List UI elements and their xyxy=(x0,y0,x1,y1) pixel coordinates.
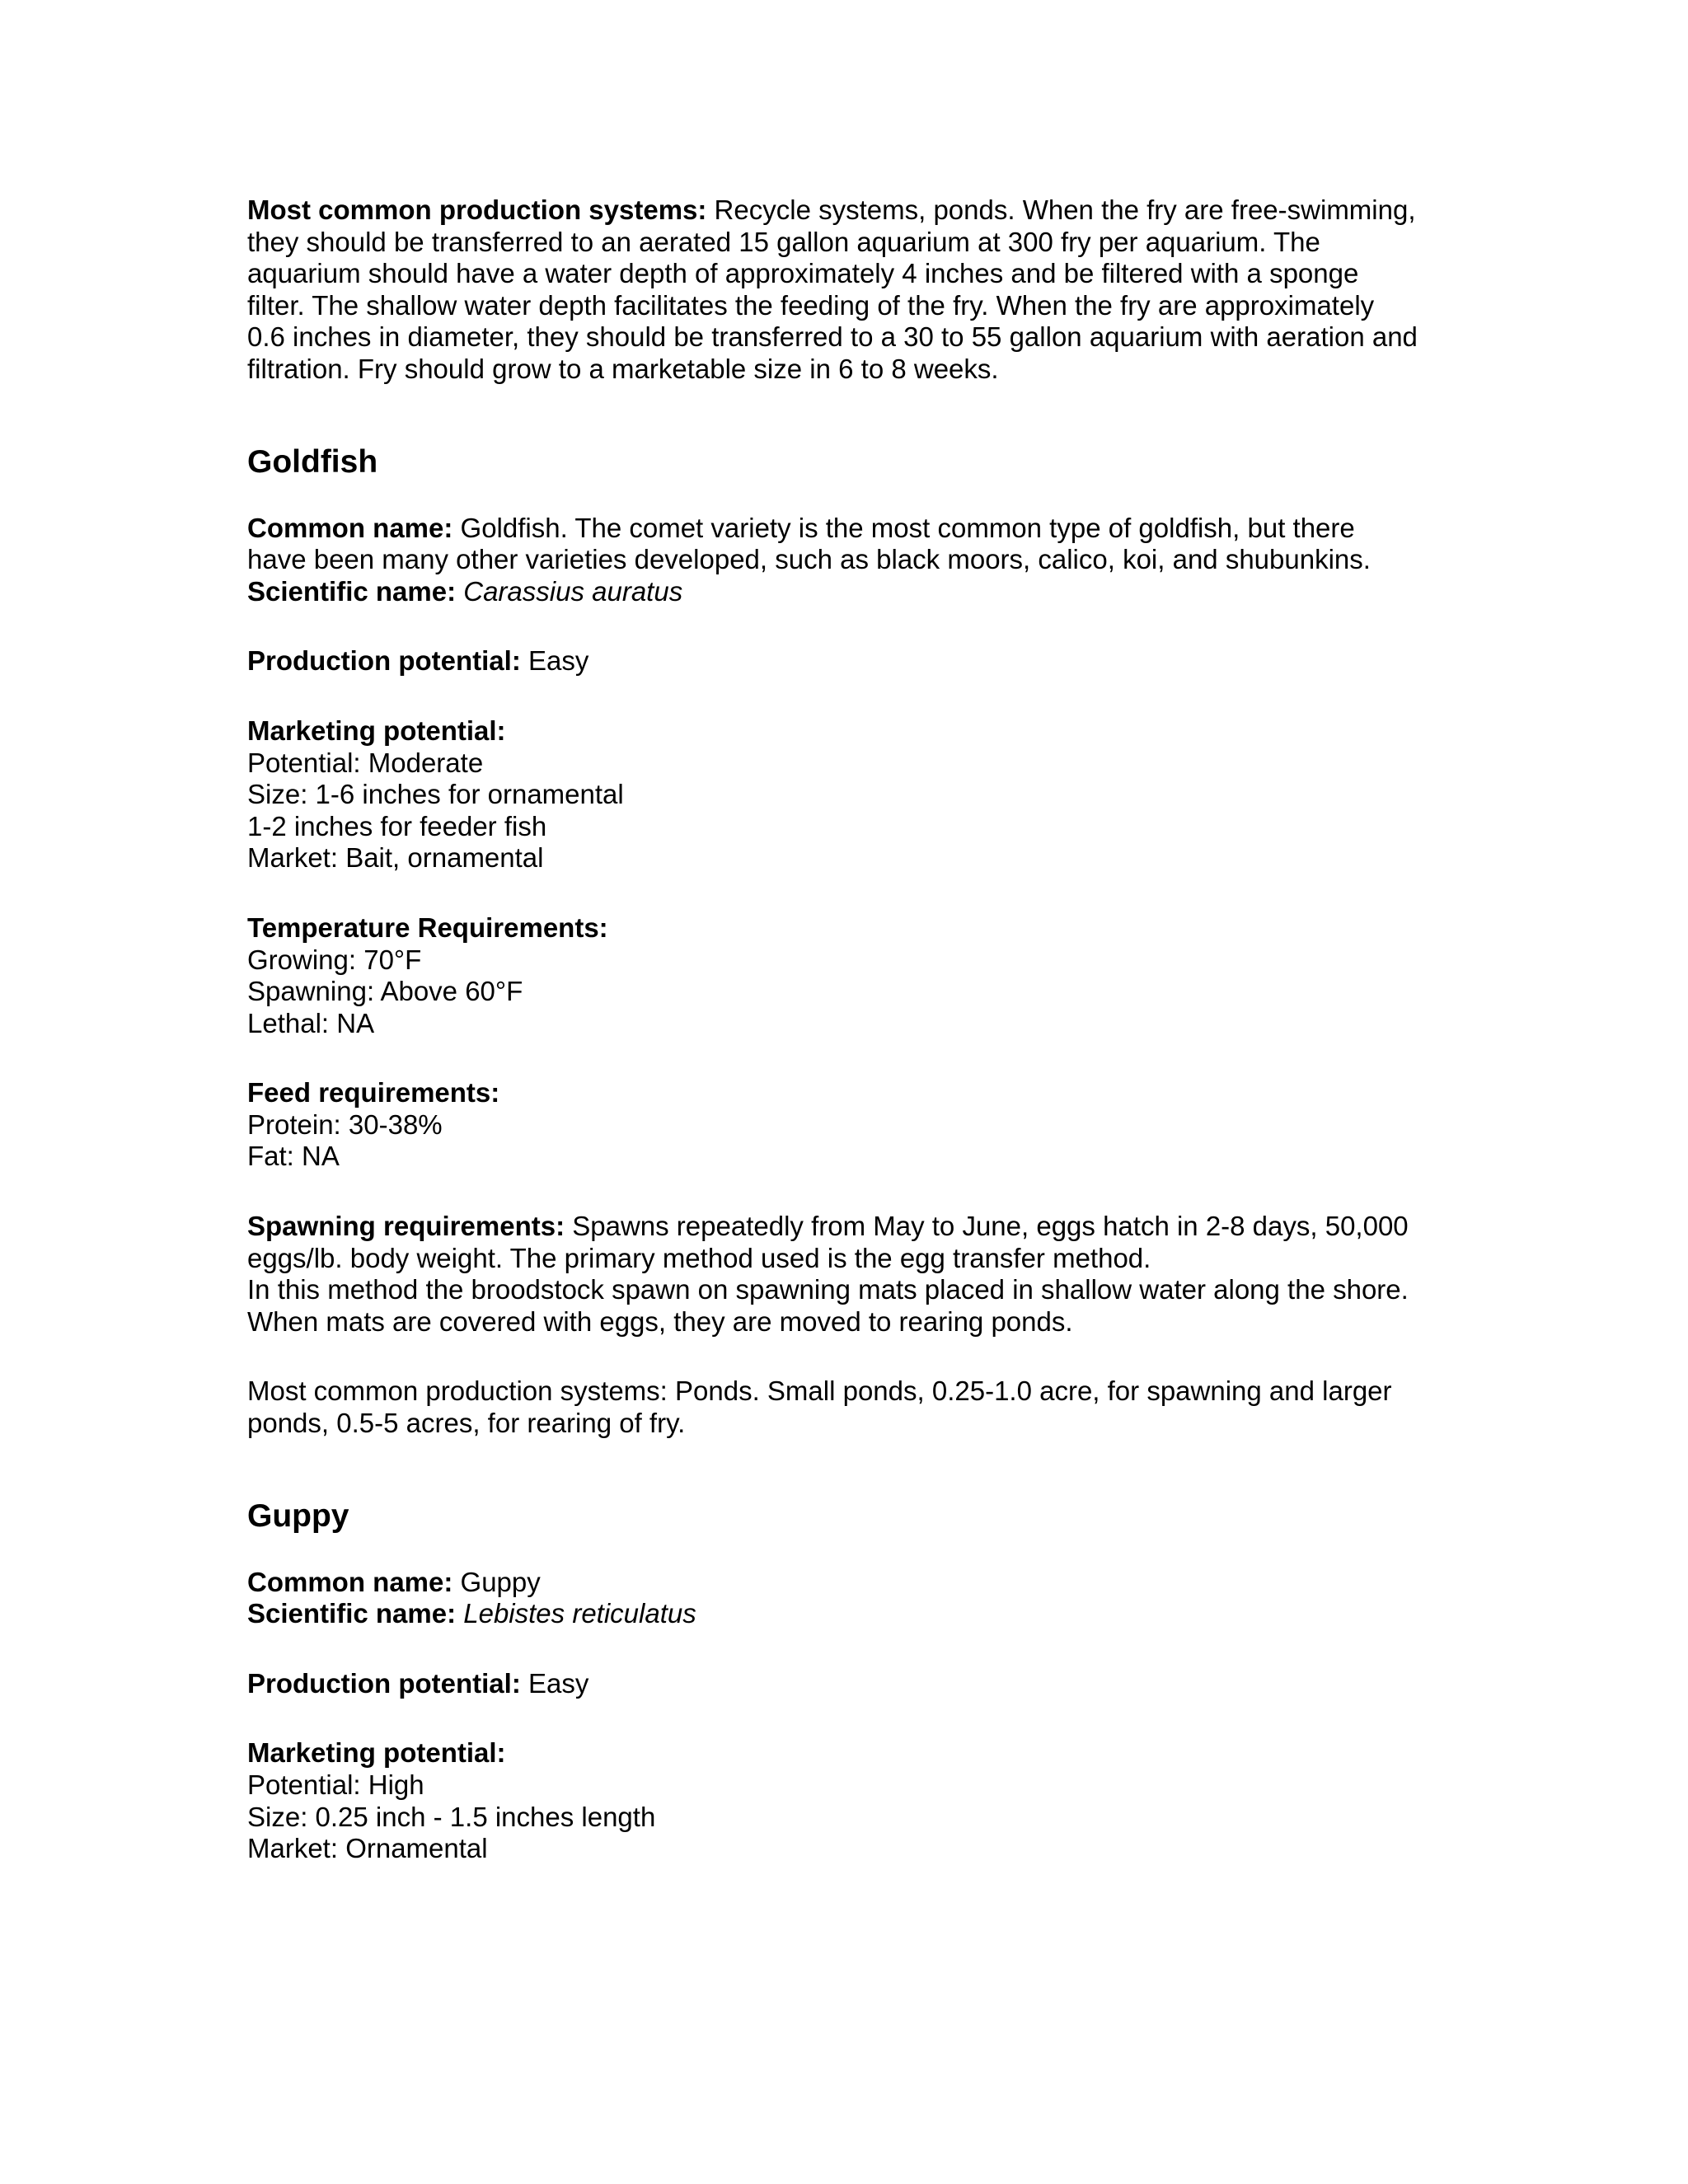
guppy-names xyxy=(247,1567,1442,1630)
goldfish-production-systems xyxy=(247,1376,1442,1439)
production-systems-text-line: Recycle systems, ponds. When the fry are free-swimming, xyxy=(706,194,1416,225)
marketing-line: 1-2 inches for feeder fish xyxy=(247,810,547,841)
goldfish-temperature xyxy=(247,912,1442,1039)
marketing-line: Potential: High xyxy=(247,1769,424,1800)
production-systems-text-line: 0.6 inches in diameter, they should be transferred to a 30 to 55 gallon aquarium with aeration and xyxy=(247,321,1418,353)
production-systems-text-line: aquarium should have a water depth of approximately 4 inches and be filtered with a sponge xyxy=(247,258,1359,289)
common-name-label: Common name: xyxy=(247,512,453,543)
feed-label: Feed requirements: xyxy=(247,1077,500,1108)
intro-production-systems xyxy=(247,194,1442,386)
guppy-section xyxy=(247,1497,1442,1865)
marketing-line: Size: 1-6 inches for ornamental xyxy=(247,779,624,810)
guppy-marketing xyxy=(247,1737,1442,1864)
marketing-line: Potential: Moderate xyxy=(247,747,484,778)
spawning-line: When mats are covered with eggs, they are moved to rearing ponds. xyxy=(247,1305,1073,1337)
marketing-label: Marketing potential: xyxy=(247,715,506,746)
section-heading-goldfish: Goldfish xyxy=(247,443,378,480)
feed-line: Protein: 30-38% xyxy=(247,1108,443,1140)
common-name-value: Guppy xyxy=(452,1566,541,1597)
production-potential-value: Easy xyxy=(520,645,589,677)
guppy-production-potential xyxy=(247,1668,1442,1700)
production-systems-text-line: filtration. Fry should grow to a marketable size in 6 to 8 weeks. xyxy=(247,353,999,384)
goldfish-production-potential xyxy=(247,645,1442,677)
common-name-text: have been many other varieties developed, such as black moors, calico, koi, and shubunkins. xyxy=(247,544,1371,575)
spawning-label: Spawning requirements: xyxy=(247,1211,565,1242)
production-systems-text-line: filter. The shallow water depth facilitates the feeding of the fry. When the fry are approximately xyxy=(247,289,1375,321)
marketing-line: Market: Ornamental xyxy=(247,1833,488,1864)
production-systems-label: Most common production systems: xyxy=(247,194,707,225)
marketing-line: Market: Bait, ornamental xyxy=(247,842,544,874)
production-systems-text-line: they should be transferred to an aerated 15 gallon aquarium at 300 fry per aquarium. The xyxy=(247,226,1320,257)
spawning-line: eggs/lb. body weight. The primary method used is the egg transfer method. xyxy=(247,1242,1151,1273)
marketing-line: Size: 0.25 inch - 1.5 inches length xyxy=(247,1801,656,1832)
spawning-line: In this method the broodstock spawn on spawning mats placed in shallow water along the shore. xyxy=(247,1274,1409,1305)
spawning-line: Spawns repeatedly from May to June, eggs hatch in 2-8 days, 50,000 xyxy=(565,1211,1409,1242)
section-heading-guppy: Guppy xyxy=(247,1497,349,1534)
temperature-line: Lethal: NA xyxy=(247,1007,375,1038)
goldfish-names xyxy=(247,513,1442,608)
scientific-name-label: Scientific name: xyxy=(247,575,457,607)
goldfish-section xyxy=(247,443,1442,1440)
marketing-label: Marketing potential: xyxy=(247,1737,506,1769)
common-name-label: Common name: xyxy=(247,1566,453,1597)
scientific-name-value: Carassius auratus xyxy=(463,575,683,607)
temperature-line: Spawning: Above 60°F xyxy=(247,976,523,1007)
production-potential-label: Production potential: xyxy=(247,645,521,677)
common-name-text: Goldfish. The comet variety is the most common type of goldfish, but there xyxy=(452,512,1355,543)
production-potential-label: Production potential: xyxy=(247,1667,521,1699)
production-systems-line: Most common production systems: Ponds. Small ponds, 0.25-1.0 acre, for spawning and larger xyxy=(247,1376,1392,1407)
goldfish-feed xyxy=(247,1077,1442,1173)
scientific-name-value: Lebistes reticulatus xyxy=(463,1598,696,1629)
temperature-label: Temperature Requirements: xyxy=(247,912,608,943)
goldfish-marketing xyxy=(247,715,1442,874)
feed-line: Fat: NA xyxy=(247,1141,340,1172)
production-systems-line: ponds, 0.5-5 acres, for rearing of fry. xyxy=(247,1408,686,1439)
goldfish-spawning xyxy=(247,1211,1442,1338)
document-page xyxy=(247,194,1442,1865)
scientific-name-label: Scientific name: xyxy=(247,1598,457,1629)
production-potential-value: Easy xyxy=(520,1667,589,1699)
temperature-line: Growing: 70°F xyxy=(247,944,422,975)
